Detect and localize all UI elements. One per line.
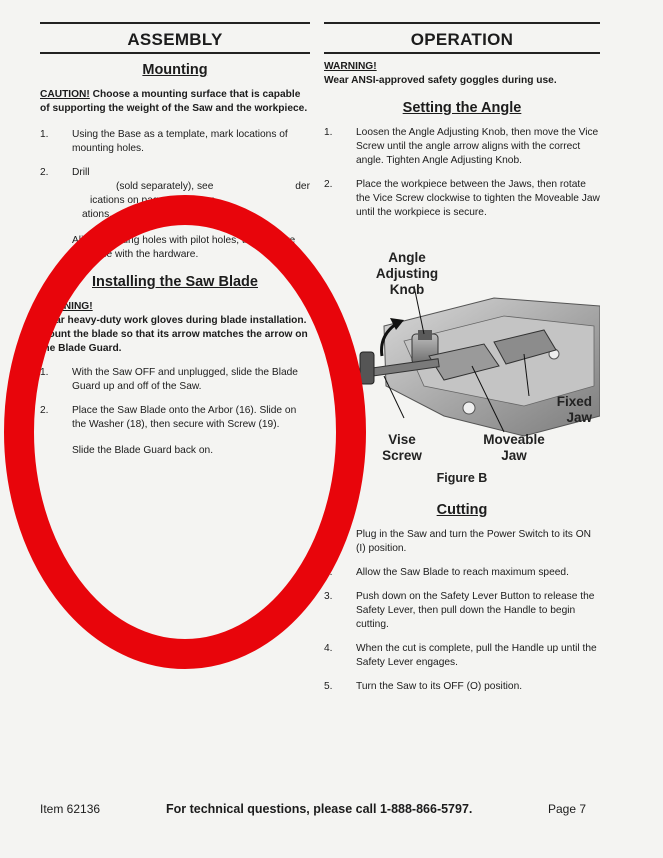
step-number: 3. — [324, 591, 333, 602]
blade-heading: Installing the Saw Blade — [92, 274, 258, 290]
mounting-step-1 — [40, 128, 310, 156]
step-number: 4. — [324, 643, 333, 654]
operation-warning-text: Wear ANSI-approved safety goggles during use. — [324, 75, 557, 86]
cutting-step — [324, 680, 600, 694]
step-text: Allow the Saw Blade to reach maximum speed. — [356, 567, 569, 578]
label-line: Screw — [382, 448, 422, 463]
mounting-heading: Mounting — [142, 62, 208, 78]
step-number: 2. — [40, 405, 49, 416]
step-text: Place the workpiece between the Jaws, then rotate the Vice Screw clockwise to tighten the Moveable Jaw until the workpiece is secure. — [356, 179, 600, 218]
angle-step-1 — [324, 126, 600, 168]
assembly-column — [40, 22, 310, 458]
label-vise-screw — [372, 432, 432, 464]
label-line: Jaw — [566, 410, 592, 425]
label-fixed-jaw — [522, 394, 592, 426]
cutting-step — [324, 528, 600, 556]
top-rule — [324, 22, 600, 24]
operation-column — [324, 22, 600, 220]
blade-step-2 — [40, 404, 310, 432]
step-text: Using the Base as a template, mark locations of mounting holes. — [72, 129, 288, 154]
cutting-step — [324, 642, 600, 670]
step-text: With the Saw OFF and unplugged, slide the Blade Guard up and off of the Saw. — [72, 367, 298, 392]
footer-support-line: For technical questions, please call 1-888-866-5797. — [166, 802, 473, 816]
step-text: Plug in the Saw and turn the Power Switch to its ON (I) position. — [356, 529, 591, 554]
step-number: 1. — [40, 367, 49, 378]
blade-warning-1: Wear heavy-duty work gloves during blade installation. — [40, 315, 307, 326]
label-line: Fixed — [556, 394, 592, 409]
blade-step-3: Slide the Blade Guard back on. — [72, 445, 214, 456]
operation-heading: OPERATION — [324, 30, 600, 54]
footer-page-number: Page 7 — [548, 802, 587, 816]
blade-warning-label: WARNING! — [40, 301, 93, 312]
figure-caption: Figure B — [436, 471, 488, 485]
step-text: Turn the Saw to its OFF (O) position. — [356, 681, 523, 692]
angle-step-2 — [324, 178, 600, 220]
step-number: 2. — [324, 179, 333, 190]
blade-warning-2: Mount the blade so that its arrow matches the arrow on the Blade Guard. — [40, 329, 308, 354]
label-angle-adjusting-knob — [362, 250, 452, 298]
assembly-heading: ASSEMBLY — [40, 30, 310, 54]
mounting-step-2 — [40, 166, 310, 222]
top-rule — [40, 22, 310, 24]
mounting-step-3: Align mounting holes with pilot holes, then secure the Base with the hardware. — [72, 235, 296, 260]
caution-label: CAUTION! — [40, 89, 90, 100]
step-text-line: ications on page 5, at the m — [90, 195, 216, 206]
mounting-caution — [40, 88, 310, 116]
cutting-step — [324, 590, 600, 632]
step-text: Place the Saw Blade onto the Arbor (16). Slide on the Washer (18), then secure with Screw (19). — [72, 405, 297, 430]
label-line: Angle — [388, 250, 426, 265]
blade-step-1 — [40, 366, 310, 394]
label-line: Knob — [389, 282, 425, 297]
step-number: 2. — [40, 167, 49, 178]
step-number: 1. — [324, 127, 333, 138]
footer-item-number: Item 62136 — [40, 802, 101, 816]
cutting-section — [324, 502, 600, 704]
step-text-line: ations. — [82, 209, 113, 220]
step-text: Push down on the Safety Lever Button to release the Safety Lever, then pull down the Handle to begin cutting. — [356, 591, 595, 630]
caution-text: Choose a mounting surface that is capable of supporting the weight of the Saw and the workpiece. — [40, 89, 308, 114]
label-line: Adjusting — [375, 266, 439, 281]
label-moveable-jaw — [472, 432, 556, 464]
operation-warning-label: WARNING! — [324, 61, 377, 72]
step-text: Loosen the Angle Adjusting Knob, then move the Vice Screw until the angle arrow aligns with the correct angle. Tighten Angle Adjusting Knob. — [356, 127, 599, 166]
label-line: Moveable — [483, 432, 545, 447]
step-text: When the cut is complete, pull the Handle up until the Safety Lever engages. — [356, 643, 597, 668]
cutting-heading: Cutting — [436, 502, 488, 518]
cutting-step — [324, 566, 600, 580]
label-line: Vise — [388, 432, 416, 447]
cutting-steps — [324, 528, 600, 694]
step-text-line: (sold separately), see — [116, 181, 214, 192]
step-number: 5. — [324, 681, 333, 692]
step-number: 1. — [324, 529, 333, 540]
step-number: 2. — [324, 567, 333, 578]
step-text-line: der — [295, 181, 310, 192]
label-line: Jaw — [501, 448, 527, 463]
step-text-line: Drill — [72, 167, 90, 178]
angle-heading: Setting the Angle — [402, 100, 522, 116]
figure-b — [324, 246, 600, 491]
step-number: 1. — [40, 129, 49, 140]
